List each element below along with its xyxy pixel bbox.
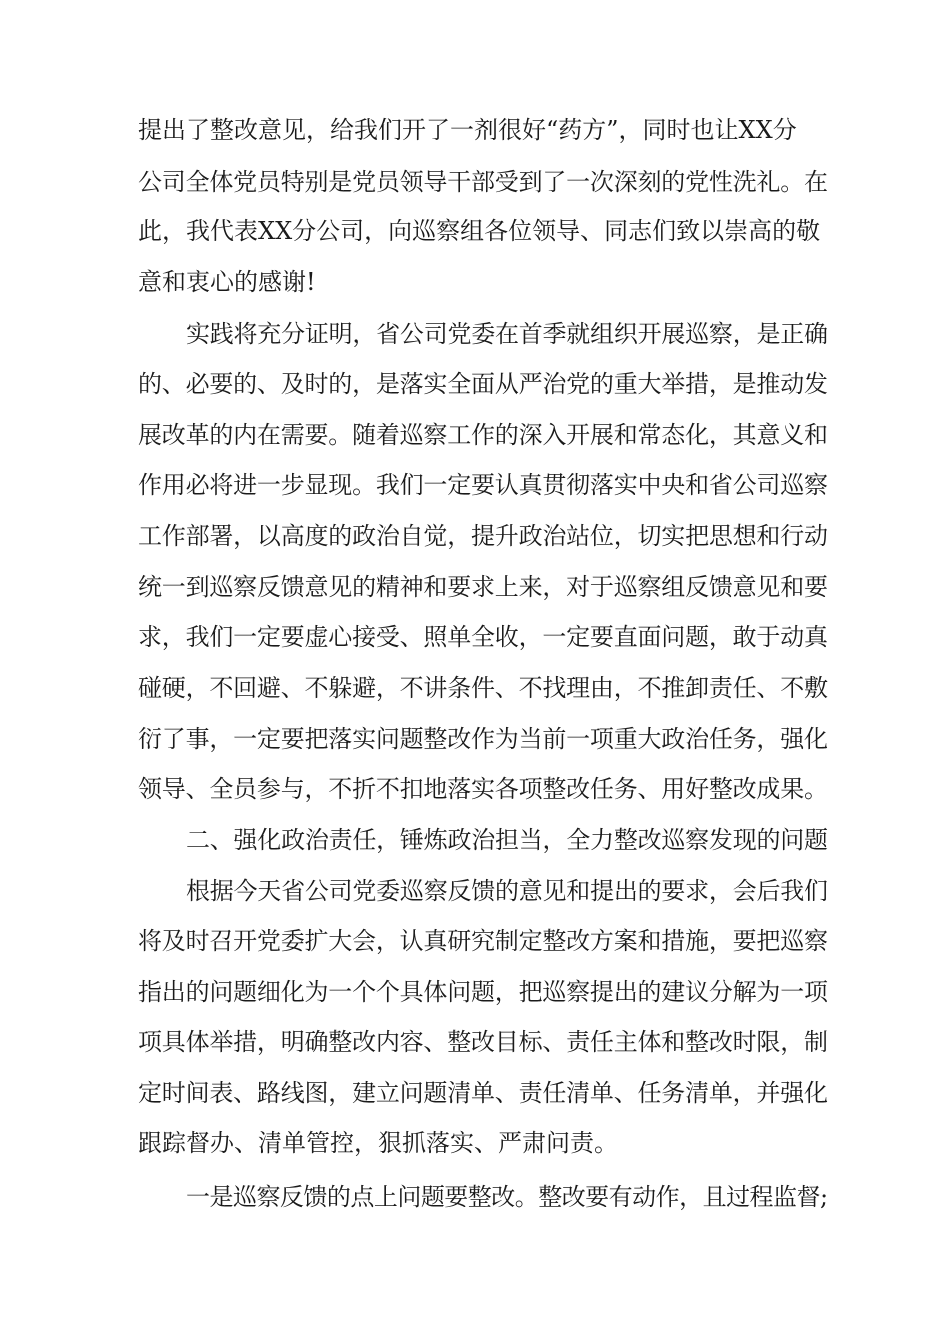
text-line: 的、必要的、及时的，是落实全面从严治党的重大举措，是推动发 <box>138 370 828 398</box>
text-line: 意和衷心的感谢! <box>138 268 316 296</box>
text-line: 工作部署，以高度的政治自觉，提升政治站位，切实把思想和行动 <box>138 522 828 550</box>
text-line: 此，我代表XX分公司，向巡察组各位领导、同志们致以崇高的敬 <box>138 217 821 245</box>
paragraph-first-line: 一是巡察反馈的点上问题要整改。整改要有动作，且过程监督; <box>186 1183 828 1211</box>
section-heading: 二、强化政治责任，锤炼政治担当，全力整改巡察发现的问题 <box>186 826 828 854</box>
paragraph-first-line: 实践将充分证明，省公司党委在首季就组织开展巡察，是正确 <box>186 320 828 348</box>
text-line: 碰硬，不回避、不躲避，不讲条件、不找理由，不推卸责任、不敷 <box>138 674 828 702</box>
text-line: 项具体举措，明确整改内容、整改目标、责任主体和整改时限，制 <box>138 1028 828 1056</box>
text-line: 跟踪督办、清单管控，狠抓落实、严肃问责。 <box>138 1129 618 1157</box>
text-line: 作用必将进一步显现。我们一定要认真贯彻落实中央和省公司巡察 <box>138 471 828 499</box>
text-line: 公司全体党员特别是党员领导干部受到了一次深刻的党性洗礼。在 <box>138 168 828 196</box>
text-line: 衍了事，一定要把落实问题整改作为当前一项重大政治任务，强化 <box>138 725 828 753</box>
text-line: 统一到巡察反馈意见的精神和要求上来，对于巡察组反馈意见和要 <box>138 573 828 601</box>
text-line: 展改革的内在需要。随着巡察工作的深入开展和常态化，其意义和 <box>138 421 828 449</box>
text-line: 指出的问题细化为一个个具体问题，把巡察提出的建议分解为一项 <box>138 978 828 1006</box>
text-line: 提出了整改意见，给我们开了一剂很好“药方”，同时也让XX分 <box>138 116 797 144</box>
text-line: 求，我们一定要虚心接受、照单全收，一定要直面问题，敢于动真 <box>138 623 828 651</box>
text-line: 将及时召开党委扩大会，认真研究制定整改方案和措施，要把巡察 <box>138 927 828 955</box>
paragraph-first-line: 根据今天省公司党委巡察反馈的意见和提出的要求，会后我们 <box>186 877 828 905</box>
text-line: 定时间表、路线图，建立问题清单、责任清单、任务清单，并强化 <box>138 1079 828 1107</box>
text-line: 领导、全员参与，不折不扣地落实各项整改任务、用好整改成果。 <box>138 775 828 803</box>
